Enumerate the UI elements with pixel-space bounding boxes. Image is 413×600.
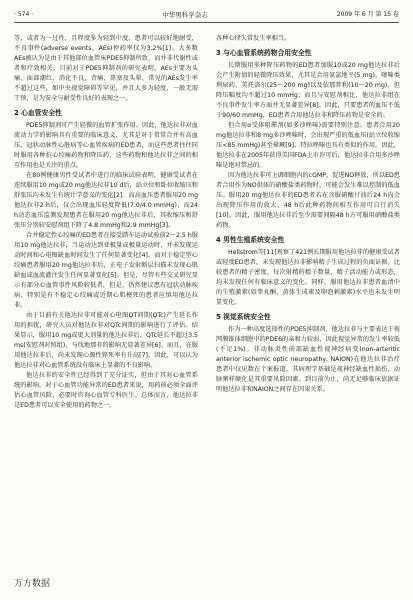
left-column xyxy=(14,34,198,566)
paragraph: 各种心律失常发生率相当。 xyxy=(216,35,291,42)
paragraph: PDE5抑制剂可产生轻微的血管扩张作用。因此，他达拉非对血流动力学的影响具有重要的临床意义，尤其是对于常常合并有高血压、冠状动脉性心脏病等心血管疾病的ED患者，而这些患者往往同时服用各种抗心绞痛药物和降压药，这些药物和他达拉非之间的相互作用也是关注的重点。 xyxy=(14,122,198,169)
article-body xyxy=(14,34,400,566)
running-header xyxy=(14,8,399,23)
paragraph: Hellstrom等[11]观察了421例长期服用他达拉非的健康受试者或轻度ED患者，未发现他达拉非影响精子生成过程的负面证据。比较患者的精子密度、每次射精的精子数量、精子活动能力或形态，均未发现任何有临床意义的变化。同样，服用他达拉非患者血清中的生殖激素(如睾丸酮、黄体生成素及卵泡刺激素)水平也未发生明显变化。 xyxy=(216,249,400,306)
section-heading-visual: 5 视觉系统安全性 xyxy=(216,313,271,321)
issue-info: 2009 年 6 月 第 15 卷 xyxy=(336,11,399,18)
paragraph: 等，或者为一过性，且程度多为轻到中度，患者可以较好地耐受，不良事件(adverse events，AEs)停药率仅为3.2%[1]。大多数AEs被认为是由于其他部位血管床PDE5抑制所致，而并非代谢性或者和疗效相关。目前对于PDE5抑制剂的研究表明，AEs主要为头痛、面部潮红、消化不良、背痛、鼻塞及头晕，常见的AEs发生率不超过这些，如中央视觉障碍等罕见，并且大多为轻度，一般无需干预，是为安全与耐受性良好的表现之一。 xyxy=(14,35,198,102)
right-column xyxy=(216,34,400,566)
paragraph: 因为他达拉非可上调细胞内的cGMP，促进NO释放，所以ED患者合用作为NO供体的硝酸盐类药物时，可能会发生难以控制的低血压。服用20 mg他达拉非的ED患者若在含服硝酸甘油后24 h内会出现降压作用的放大，48 h后此种药物间相互作用可自行消失[10]。因此，服用他达拉非后至少需要间隔48 h方可服用硝酸盐类药物。 xyxy=(216,172,400,229)
paragraph: 但合用α受体阻滞剂(如多沙唑嗪)需要特别注意。患者合用20 mg他达拉非和8 mg多沙唑嗪时，会出现严重的低血压(站立位收缩压<85 mmHg)甚至晕厥[9]。特拉唑嗪也具有类似的作用。因此，他达拉非在2005年获得美国FDA上市许可后，他达拉非合用多沙唑嗪是绝对禁忌的。 xyxy=(216,122,400,169)
paragraph: 作为一种高度选择性的PDE5抑制剂，他达拉非与主要表达于视网膜锥体细胞中的PDE6的亲和力较弱，因此视觉异常的发生率较低(不足1%)。非动脉炎性前部缺血性视神经病变(non-arteritic anterior ischemic optic neuropathy, NAION)在他达拉非治疗患者中仅见数在个案报道，其病理学基础是视神经缺血性损伤，动脉粥样硬化是其重要风险因素。到目前为止，尚无足够临床依据证明他达拉非和NAION之间存在因果关系。 xyxy=(216,326,400,393)
section-heading-reproductive: 4 男性生殖系统安全性 xyxy=(216,236,285,244)
paragraph: 长期服用多种降压药物的ED患者加服10或20 mg他达拉非后会产生附加的轻微降压效果，尤其是合用氨氯地平(5 mg)，噻嗪类利尿药、美托洛尔(25～200 mg)以及依那普利(10～20 mg)，但降压幅度均不超过10 mmHg；而且与安慰剂相比，他达拉非组在不良事件发生率方面并无显著差异[8]。因此，只要患者的血压不低于90/60 mmHg，ED患者合用他达拉非和降压药物是安全的。 xyxy=(216,62,400,119)
section-heading-drug-interaction: 3 与心血管系统药物合用安全性 xyxy=(216,49,312,57)
watermark: 万方数据 xyxy=(14,579,51,589)
paragraph: 他达拉非的安全性已经得到了充分证实，但由于其对心血管系统的影响，对于心血管功能异常的ED患者来说，用药前必须全面评估心血管风险，必要时咨询心血管专科医生。总体而言，他达拉非是ED患者可以安全使用的药物之一。 xyxy=(14,372,198,409)
paragraph: 由于目前有关他达拉非可能对心电图QT间期(QTc)产生延长作用的担忧，研究人员对他达拉非对QTc间期的影响进行了评估。结果显示，服用10 mg或更大剂量的他达拉非后，QTc延长不超过3.5 ms(安慰剂对照组)，与伐地那非的影响无显著差异[6]。而且，在服用他达拉非后，尚未发现心源性猝死率有升高[7]，因此，可以认为他达拉非对心血管系统没有临床上显著的不良影响。 xyxy=(14,312,198,369)
paragraph: 合并稳定性心绞痛的ED患者在接受踏车运动试验前2～2.5 h服用10 mg他达拉非，当运动达到亚极量或极量运动时，并未发现运动时间和心电图缺血时间发生了任何显著变化[4]。而对于稳定型心绞痛患者服用20 mg他达拉非后，正电子发射断层扫描未发现心肌缺血或血流灌注发生任何显著变化[5]。但是，尽管有些交叉研究显示有部分心血管事件风险较低者，但是，仍然建议患有冠状动脉疾病，特别是有不稳定心绞痛或近期心肌梗死的患者应慎用他达拉非。 xyxy=(14,232,198,309)
section-heading-cardiovascular: 2 心血管安全性 xyxy=(14,109,62,117)
journal-title: 中华男科学杂志 xyxy=(162,11,208,19)
page-number: · 574 · xyxy=(14,11,34,18)
paragraph: 在80例健康男性受试者中进行的临床试验表明，健康受试者在连续服用10 mg或20 mg他达拉非10 d后，站立位和卧位收缩压和舒张压均未发生有统计学意义的变化[2]。而高血压患者服用20 mg他达拉非2 h后，仅会出现血压轻度降低(7.0/4.0 mmHg)，而24 h动态血压监测发现患者在服用20 mg他达拉非后，其收缩压和舒张压分别较安慰剂组下降了4.8 mmHg和2.9 mmHg[3]。 xyxy=(14,172,198,229)
